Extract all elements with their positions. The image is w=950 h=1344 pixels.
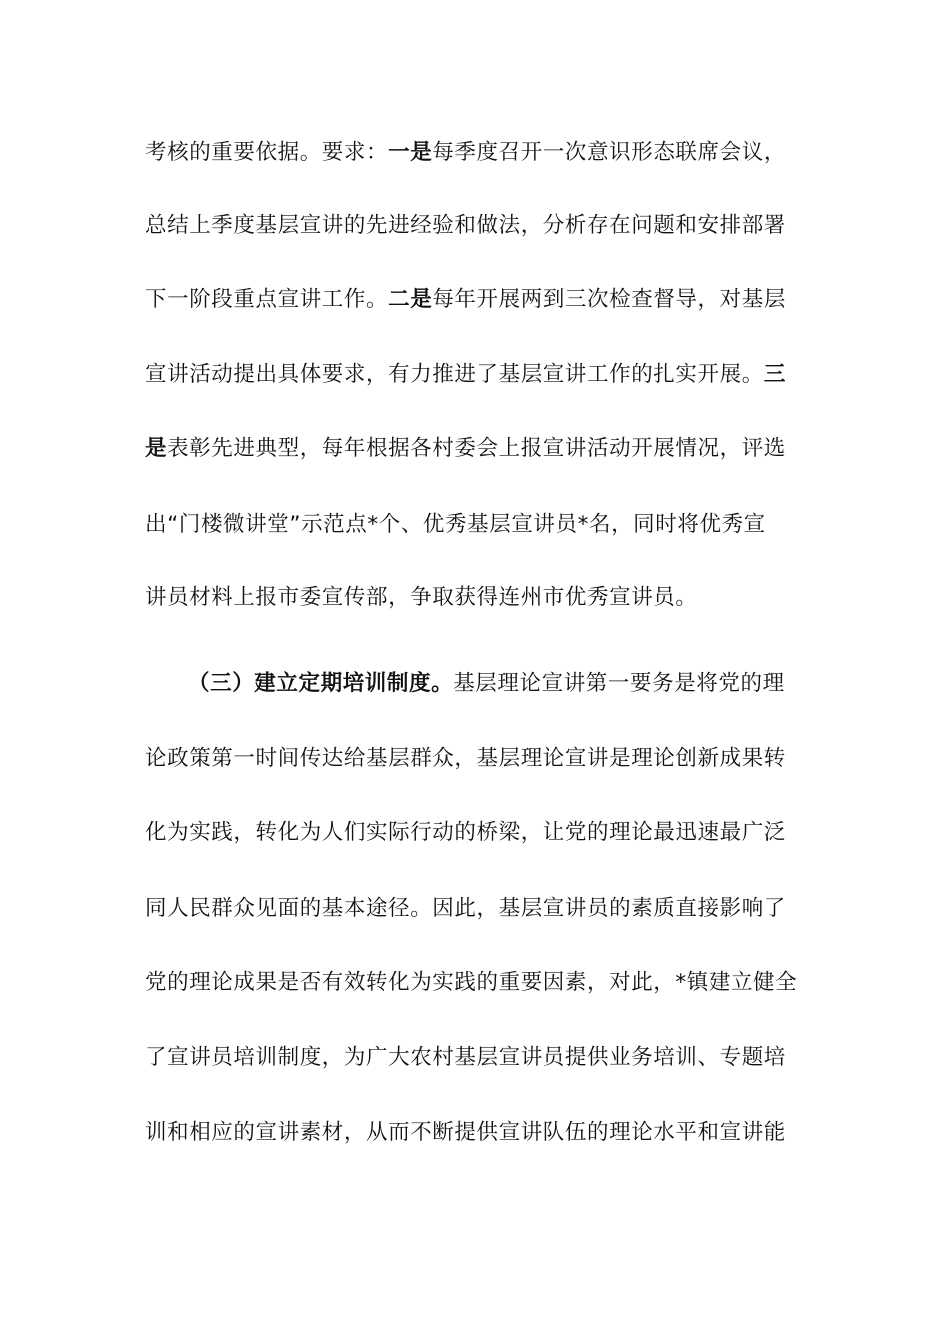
section-heading-line [188,664,805,704]
text-line: 了宣讲员培训制度，为广大农村基层宣讲员提供业务培训、专题培 [145,1045,786,1070]
text-run: 下一阶段重点宣讲工作。 [145,287,389,312]
text-line [145,280,805,320]
text-line [145,355,805,395]
text-line: 化为实践，转化为人们实际行动的桥梁，让党的理论最迅速最广泛 [145,820,786,845]
bold-text-run: 是 [145,436,168,461]
text-line: 训和相应的宣讲素材，从而不断提供宣讲队伍的理论水平和宣讲能 [145,1120,786,1145]
text-run: 表彰先进典型，每年根据各村委会上报宣讲活动开展情况，评选 [167,436,786,461]
text-run: 基层理论宣讲第一要务是将党的理 [453,671,785,696]
bold-text-run: 一是 [388,140,433,165]
text-run: 考核的重要依据。要求： [145,140,389,165]
text-line [145,133,805,173]
bold-text-run: 三 [763,362,786,387]
section-heading: （三）建立定期培训制度。 [188,671,454,696]
text-line [145,429,805,469]
text-line: 同人民群众见面的基本途径。因此，基层宣讲员的素质直接影响了 [145,896,786,921]
text-run: 每季度召开一次意识形态联席会议， [432,140,786,165]
text-run: 每年开展两到三次检查督导，对基层 [432,287,786,312]
text-line: 出“门楼微讲堂”示范点*个、优秀基层宣讲员*名，同时将优秀宣 [145,512,766,537]
text-line: 论政策第一时间传达给基层群众，基层理论宣讲是理论创新成果转 [145,746,786,771]
text-line: 总结上季度基层宣讲的先进经验和做法，分析存在问题和安排部署 [145,213,786,238]
text-line: 讲员材料上报市委宣传部，争取获得连州市优秀宣讲员。 [145,585,698,610]
bold-text-run: 二是 [388,287,433,312]
text-line: 党的理论成果是否有效转化为实践的重要因素，对此，*镇建立健全 [145,970,798,995]
text-run: 宣讲活动提出具体要求，有力推进了基层宣讲工作的扎实开展。 [145,362,764,387]
